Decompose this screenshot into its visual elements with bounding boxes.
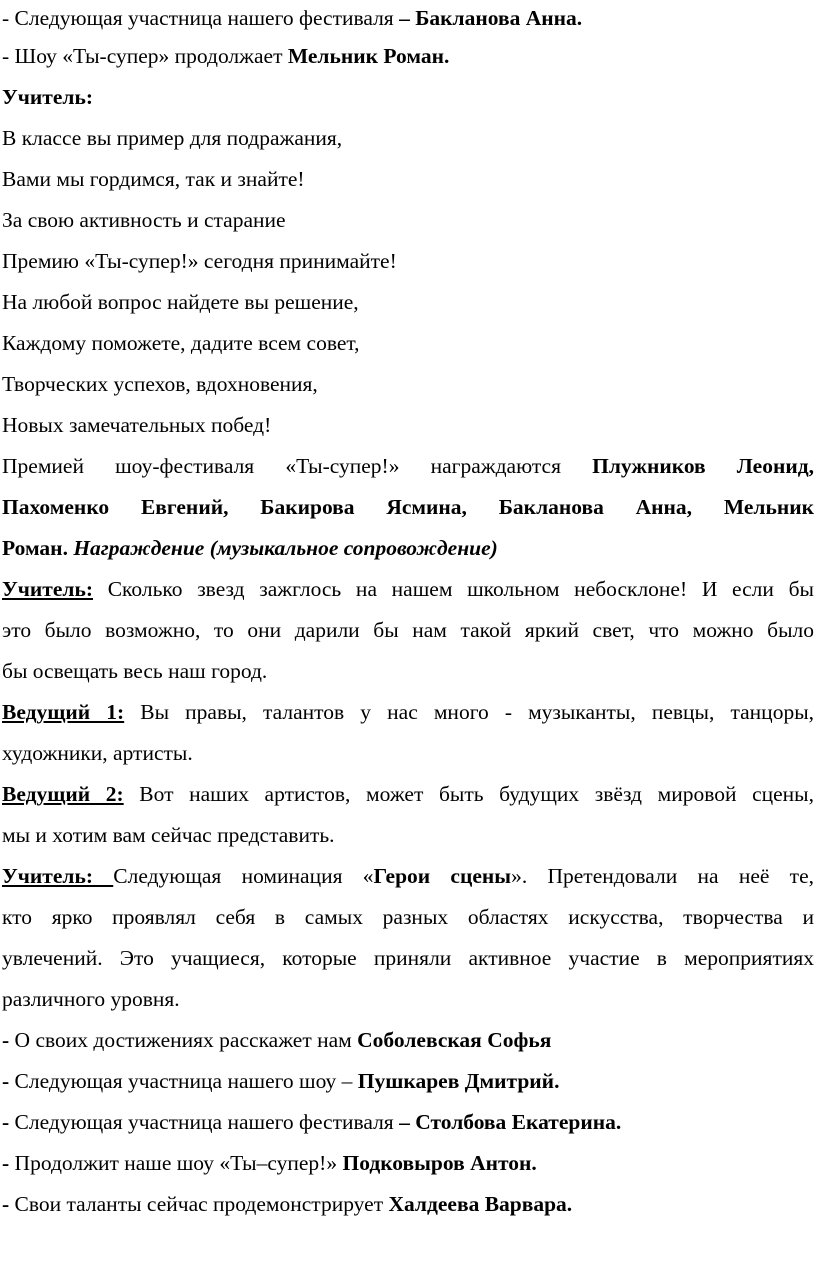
line-text: бы освещать весь наш город. — [2, 659, 268, 683]
poem-text: В классе вы пример для подражания, — [2, 126, 343, 150]
teacher-line-1 — [2, 569, 814, 610]
host1-line-2 — [2, 733, 814, 774]
poem-line-5 — [2, 282, 814, 323]
poem-line-6 — [2, 323, 814, 364]
poem-text: За свою активность и старание — [2, 208, 286, 232]
poem-line-4 — [2, 241, 814, 282]
line-text: Следующая участница нашего шоу – — [14, 1069, 358, 1093]
line-text: Следующая участница нашего фестиваля — [14, 1110, 400, 1134]
line-text: Вы правы, талантов у нас много - музыканты, певцы, танцоры, — [124, 700, 815, 724]
dash: - — [2, 1110, 15, 1134]
participant-name: Соболевская Софья — [357, 1028, 552, 1052]
closing-line-4 — [2, 1143, 814, 1184]
stage-direction: Награждение (музыкальное сопровождение) — [73, 536, 498, 560]
participant-name: Мельник Роман. — [287, 44, 450, 68]
line-text: Продолжит наше шоу «Ты–супер!» — [14, 1151, 343, 1175]
speaker-label: Ведущий 1: — [2, 700, 125, 724]
line-text: кто ярко проявлял себя в самых разных областях искусства, творчества и — [2, 905, 814, 929]
participant-name: Халдеева Варвара. — [388, 1192, 573, 1216]
line-text: Свои таланты сейчас продемонстрирует — [14, 1192, 389, 1216]
speaker-label: Ведущий 2: — [2, 782, 124, 806]
closing-line-1 — [2, 1020, 814, 1061]
participant-name: – Столбова Екатерина. — [399, 1110, 622, 1134]
poem-line-1 — [2, 118, 814, 159]
teacher2-line-3 — [2, 938, 814, 979]
closing-line-5 — [2, 1184, 814, 1225]
teacher2-line-1 — [2, 856, 814, 897]
nomination-name: Герои сцены — [373, 864, 512, 888]
line-text: мы и хотим вам сейчас представить. — [2, 823, 335, 847]
line-text: ». Претендовали на неё те, — [511, 864, 814, 888]
participant-name: – Бакланова Анна. — [399, 6, 583, 30]
speaker-label: Учитель: — [2, 577, 93, 601]
poem-text: Творческих успехов, вдохновения, — [2, 372, 318, 396]
award-line-1 — [2, 446, 814, 487]
dash: - — [2, 1028, 15, 1052]
dash: - — [2, 1151, 15, 1175]
poem-line-7 — [2, 364, 814, 405]
poem-text: Премию «Ты-супер!» сегодня принимайте! — [2, 249, 397, 273]
line-text: Вот наших артистов, может быть будущих звёзд мировой сцены, — [123, 782, 814, 806]
line-text: это было возможно, то они дарили бы нам такой яркий свет, что можно было — [2, 618, 814, 642]
line-text: О своих достижениях расскажет нам — [14, 1028, 358, 1052]
poem-line-8 — [2, 405, 814, 446]
dash: - — [2, 1069, 15, 1093]
teacher2-line-2 — [2, 897, 814, 938]
participant-name: Подковыров Антон. — [342, 1151, 537, 1175]
teacher-line-3 — [2, 651, 814, 692]
speaker-label: Учитель: — [2, 864, 114, 888]
teacher-line-2 — [2, 610, 814, 651]
closing-line-2 — [2, 1061, 814, 1102]
line-text: - Шоу «Ты-супер» продолжает — [2, 44, 288, 68]
line-text: увлечений. Это учащиеся, которые приняли активное участие в мероприятиях — [2, 946, 814, 970]
poem-line-2 — [2, 159, 814, 200]
host2-line-1 — [2, 774, 814, 815]
line-text: различного уровня. — [2, 987, 180, 1011]
award-names: Пахоменко Евгений, Бакирова Ясмина, Бакланова Анна, Мельник — [2, 495, 814, 519]
dash: - — [2, 1192, 15, 1216]
intro-line-2 — [2, 36, 814, 77]
teacher2-line-4 — [2, 979, 814, 1020]
line-text: - Следующая участница нашего фестиваля — [2, 6, 400, 30]
speaker-label: Учитель: — [2, 85, 93, 109]
poem-text: Вами мы гордимся, так и знайте! — [2, 167, 305, 191]
poem-text: На любой вопрос найдете вы решение, — [2, 290, 359, 314]
host2-line-2 — [2, 815, 814, 856]
closing-line-3 — [2, 1102, 814, 1143]
line-text: Премией шоу-фестиваля «Ты-супер!» награждаются — [2, 454, 593, 478]
line-text: Следующая номинация « — [113, 864, 374, 888]
poem-text: Новых замечательных побед! — [2, 413, 272, 437]
award-line-3 — [2, 528, 814, 569]
intro-line-1 — [2, 0, 814, 36]
line-text: Сколько звезд зажглось на нашем школьном небосклоне! И если бы — [93, 577, 814, 601]
line-text: художники, артисты. — [2, 741, 193, 765]
host1-line-1 — [2, 692, 814, 733]
participant-name: Пушкарев Дмитрий. — [357, 1069, 560, 1093]
award-names: Роман. — [2, 536, 74, 560]
poem-text: Каждому поможете, дадите всем совет, — [2, 331, 360, 355]
speaker-teacher-heading — [2, 77, 814, 118]
award-line-2 — [2, 487, 814, 528]
award-names: Плужников Леонид, — [592, 454, 814, 478]
poem-line-3 — [2, 200, 814, 241]
